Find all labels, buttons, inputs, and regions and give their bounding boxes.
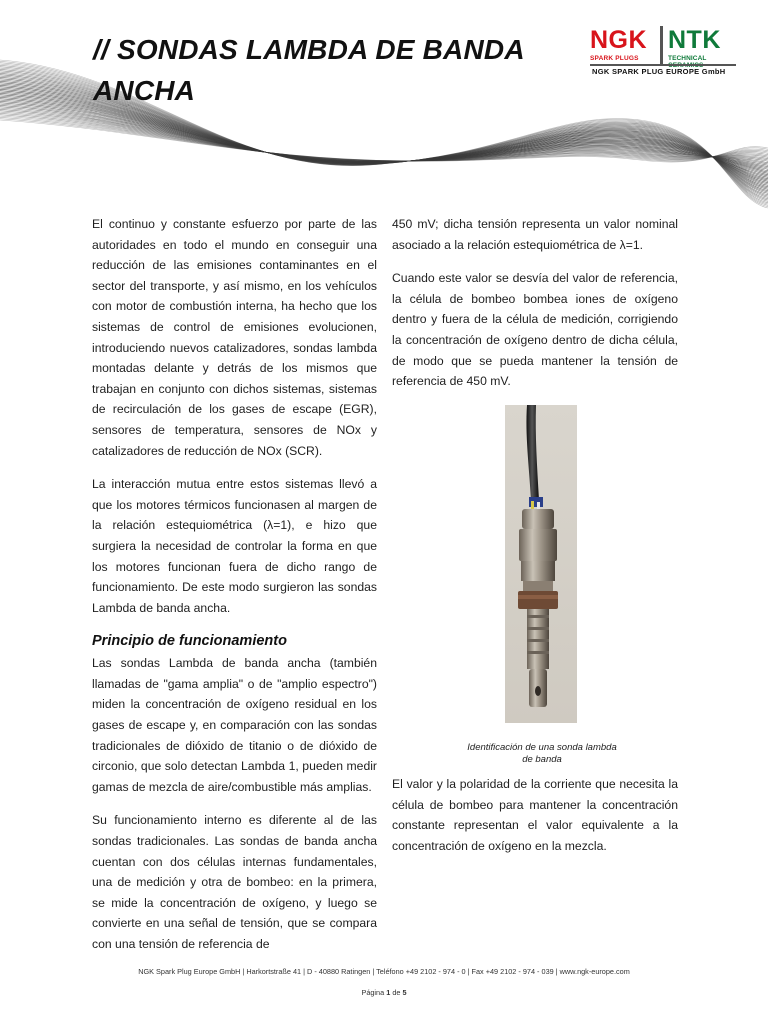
footer-address: NGK Spark Plug Europe GmbH | Harkortstraße 41 | D - 40880 Ratingen | Teléfono +49 2102 - 974 - 0 | Fax +49 2102 - 974 - 039 | www.ngk-europe.com: [138, 967, 630, 976]
page-current: 1: [386, 988, 391, 997]
internal-function-paragraph: Su funcionamiento interno es diferente al de las sondas tradicionales. Las sondas de banda ancha cuentan con dos células internas fundamentales, una de medición y otra de bombeo: en la primera, se mide la concentración de oxígeno, y luego se convierte en una señal de tensión, que se compara con una tensión de referencia de: [92, 813, 377, 951]
right-text-column-bottom: [392, 774, 678, 869]
logo-ntk-text: NTK: [668, 26, 721, 54]
logo-underline: [590, 64, 736, 66]
page-number: [0, 988, 768, 997]
right-text-column-top: [392, 214, 678, 405]
section-heading: Principio de funcionamiento: [92, 633, 287, 650]
pump-cell-paragraph: Cuando este valor se desvía del valor de referencia, la célula de bombeo bombea iones de oxígeno dentro y fuera de la célula de medición, corrigiendo la concentración de oxígeno dentro de dicha célula, de modo que se pueda mantener la tensión de referencia de 450 mV.: [392, 271, 678, 389]
page-of: de: [392, 988, 401, 997]
interaction-paragraph: La interacción mutua entre estos sistemas llevó a que los motores térmicos funcionasen al margen de la relación estequiométrica (λ=1), e hizo que surgiera la necesidad de controlar la forma en que los motores funcionan fuera de dicho rango de funcionamiento. De este modo surgieron las sondas Lambda de banda ancha.: [92, 477, 377, 615]
logo-technical-ceramics-text: TECHNICAL: [668, 55, 707, 62]
left-text-column: [92, 214, 377, 968]
logo-separator: [660, 26, 663, 66]
logo-company-name: NGK SPARK PLUG EUROPE GmbH: [592, 67, 726, 76]
principle-paragraph: Las sondas Lambda de banda ancha (también llamadas de "gama amplia" o de "amplio espectro") miden la concentración de oxígeno residual en los gases de escape y, en comparación con las sondas tradicionales de dióxido de titanio o de dióxido de circonio, que solo detectan Lambda 1, pueden medir gamas de mezcla de aire/combustible más amplias.: [92, 656, 377, 794]
page-title: // SONDAS LAMBDA DE BANDA ANCHA: [93, 34, 524, 106]
figure-caption: Identificación de una sonda lambda de banda: [467, 742, 617, 765]
nominal-value-paragraph: 450 mV; dicha tensión representa un valor nominal asociado a la relación estequiométrica de λ=1.: [392, 217, 678, 252]
logo-spark-plugs-text: SPARK PLUGS: [590, 55, 639, 62]
intro-paragraph: El continuo y constante esfuerzo por parte de las autoridades en todo el mundo en conseguir una reducción de las emisiones contaminantes en el sector del transporte, y así mismo, en los vehículos con motor de combustión interna, ha hecho que los sistemas de control de emisiones evolucionen, introduciendo nuevos catalizadores, sondas lambda montadas delante y detrás de los mismos que trabajan en conjunto con dichos sistemas, sistemas de recirculación de los gases de escape (EGR), sensores de temperatura, sensores de NOx y catalizadores de reducción de NOx (SCR).: [92, 217, 377, 458]
ngk-ntk-logo: [590, 26, 736, 82]
current-polarity-paragraph: El valor y la polaridad de la corriente que necesita la célula de bombeo para mantener la concentración constante representan el valor equivalente a la concentración de oxígeno en la mezcla.: [392, 777, 678, 853]
logo-ngk-text: NGK: [590, 26, 648, 54]
lambda-sensor-photo: [505, 405, 577, 723]
page-total: 5: [402, 988, 407, 997]
page-label: Página: [361, 988, 385, 997]
